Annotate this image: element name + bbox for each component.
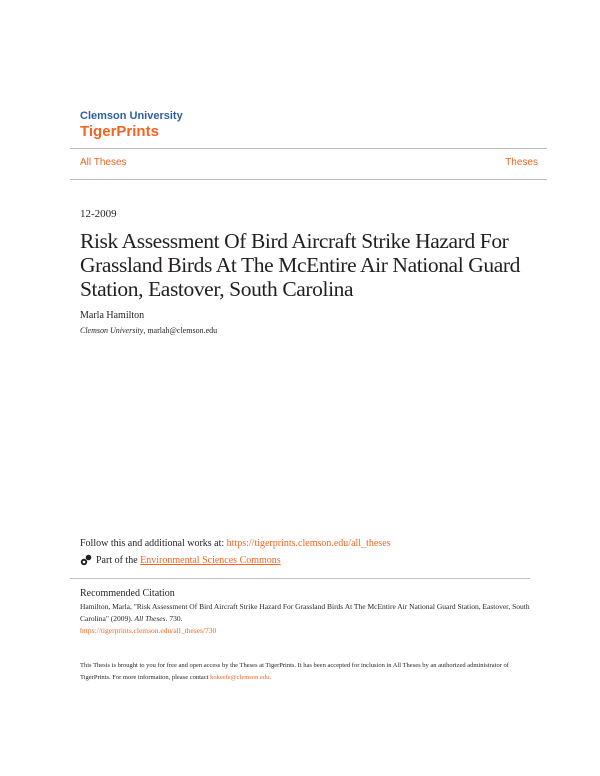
citation-url-link[interactable]: https://tigerprints.clemson.edu/all_theses/730 [80,626,217,635]
follow-url-link[interactable]: https://tigerprints.clemson.edu/all_theses [226,538,391,549]
follow-line [80,538,391,549]
citation-text: Hamilton, Marla, "Risk Assessment Of Bird Aircraft Strike Hazard For Grassland Birds At The McEntire Air National Guard Station, Eastover, South Carolina" (2009). [80,602,530,623]
author-email[interactable]: marlah@clemson.edu [147,326,218,335]
theses-link[interactable]: Theses [505,157,538,168]
document-title: Risk Assessment Of Bird Aircraft Strike Hazard For Grassland Birds At The McEntire Air National Guard Station, Eastover, South Carolina [80,229,520,301]
all-theses-link[interactable]: All Theses [80,157,127,168]
citation-divider [70,578,530,579]
citation-block [80,601,540,637]
notice-text: This Thesis is brought to you for free and open access by the Theses at TigerPrints. It has been accepted for inclusion in All Theses by an authorized administrator of TigerPrints. For more information, please contact [80,662,509,681]
commons-network-icon [80,554,92,566]
top-divider [70,148,547,149]
environmental-sciences-commons-link[interactable]: Environmental Sciences Commons [140,554,281,566]
author-name: Marla Hamilton [80,310,145,321]
affiliation-name: Clemson University [80,326,144,335]
citation-series: All Theses [134,614,166,623]
author-affiliation: Clemson University, marlah@clemson.edu [80,326,218,335]
part-of-label: Part of the [96,554,138,566]
part-of-line [80,554,281,566]
publication-date: 12-2009 [80,208,117,220]
access-notice [80,660,540,684]
citation-number: . 730. [165,614,183,623]
follow-label: Follow this and additional works at: [80,538,225,549]
repository-name[interactable]: TigerPrints [80,123,159,140]
contact-email-link[interactable]: kokeefe@clemson.edu [210,674,270,681]
citation-heading: Recommended Citation [80,588,175,599]
nav-divider [70,179,547,180]
notice-end: . [269,674,271,681]
university-name: Clemson University [80,110,183,122]
